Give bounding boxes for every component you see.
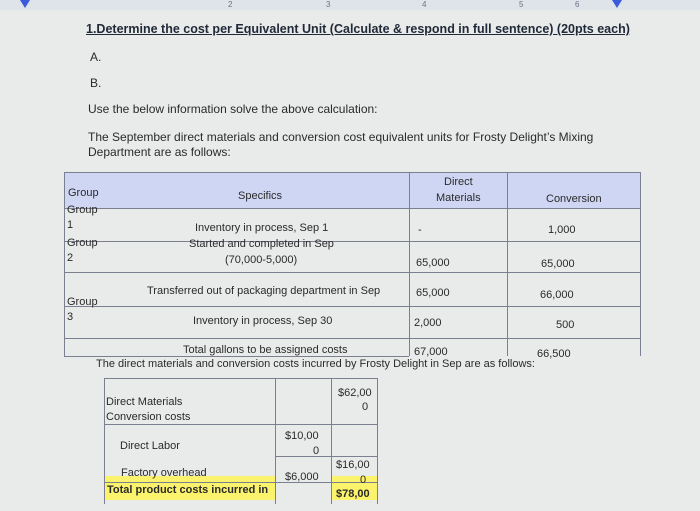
group-1-label: Group (67, 204, 98, 216)
row4-conv: 500 (556, 319, 575, 331)
intro-line-1: The September direct materials and conversion cost equivalent units for Frosty Delight’s Mixing (88, 130, 594, 144)
direct-materials-value-cont: 0 (362, 401, 369, 413)
direct-materials-label: Direct Materials (106, 396, 183, 408)
conversion-total-value: $16,00 (336, 459, 370, 471)
row5-dm: 67,000 (414, 346, 448, 358)
row-inventory-sep1: Inventory in process, Sep 1 (195, 222, 329, 234)
factory-overhead-label: Factory overhead (121, 467, 207, 479)
group-3-label: Group (67, 296, 98, 308)
group-1-number: 1 (67, 219, 74, 231)
ruler-tick: 2 (228, 0, 233, 9)
direct-labor-label: Direct Labor (120, 440, 180, 452)
part-b-label: B. (90, 76, 102, 90)
factory-overhead-value: $6,000 (285, 471, 319, 483)
row3-conv: 66,000 (540, 289, 574, 301)
ruler-tick: 3 (326, 0, 331, 9)
ruler-tick: 5 (519, 0, 524, 9)
row1-dm: - (418, 224, 422, 236)
row1-conv: 1,000 (548, 224, 576, 236)
row4-dm: 2,000 (414, 317, 442, 329)
row-transferred-out: Transferred out of packaging department in Sep (147, 285, 381, 297)
row-started-completed: Started and completed in Sep (189, 238, 334, 250)
ruler (0, 0, 700, 10)
header-specifics: Specifics (238, 190, 283, 202)
instructions-text: Use the below information solve the above calculation: (88, 102, 378, 116)
header-conversion: Conversion (546, 193, 602, 205)
group-2-number: 2 (67, 252, 74, 264)
conversion-costs-label: Conversion costs (106, 411, 191, 423)
total-costs-value: $78,00 (336, 488, 370, 500)
row-started-formula: (70,000-5,000) (225, 254, 298, 266)
header-materials: Materials (436, 192, 481, 204)
ruler-tick: 4 (422, 0, 427, 9)
row-inventory-sep30: Inventory in process, Sep 30 (193, 315, 333, 327)
row2-dm: 65,000 (416, 257, 450, 269)
row5-conv: 66,500 (537, 348, 571, 360)
row-total-gallons: Total gallons to be assigned costs (183, 344, 348, 356)
ruler-tick: 6 (575, 0, 580, 9)
direct-labor-value: $10,00 (285, 430, 319, 442)
direct-materials-value: $62,00 (338, 387, 372, 399)
question-heading: 1.Determine the cost per Equivalent Unit (Calculate & respond in full sentence) (20pts each) (86, 22, 630, 36)
row3-dm: 65,000 (416, 287, 450, 299)
costs-intro-text: The direct materials and conversion costs incurred by Frosty Delight in Sep are as follows: (96, 358, 535, 370)
row2-conv: 65,000 (541, 258, 575, 270)
header-group: Group (68, 187, 99, 199)
direct-labor-value-cont: 0 (313, 445, 320, 457)
group-3-number: 3 (67, 311, 74, 323)
header-direct: Direct (444, 176, 473, 188)
left-indent-marker[interactable] (20, 0, 30, 8)
group-2-label: Group (67, 237, 98, 249)
part-a-label: A. (90, 50, 102, 64)
conversion-total-value-cont: 0 (360, 474, 367, 486)
total-costs-label: Total product costs incurred in (107, 484, 269, 496)
intro-line-2: Department are as follows: (88, 145, 231, 159)
right-indent-marker[interactable] (612, 0, 622, 8)
